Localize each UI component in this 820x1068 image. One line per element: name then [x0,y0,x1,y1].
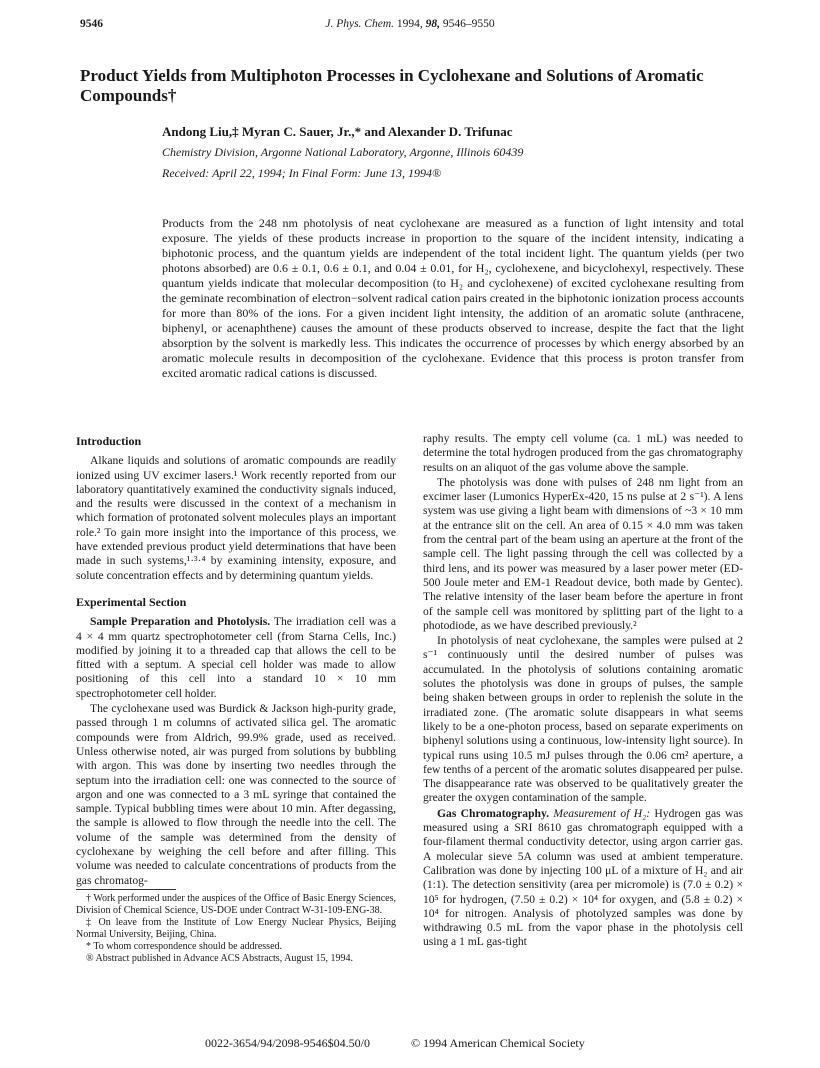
intro-paragraph: Alkane liquids and solutions of aromatic compounds are readily ionized using UV excimer lasers.¹ Work recently reported from our laboratory quantitatively examined the conductivity signals induced, and the results were discussed in the context of a mechanism in which formation of protonated solvent molecules plays an important role.² To gain more insight into the importance of this process, we have extended previous product yield determinations that have been made in such systems,¹·³·⁴ by examining intensity, exposure, and solute concentration effects and by determining quantum yields. [76,454,396,582]
sample-prep-paragraph [76,615,396,701]
abstract: Products from the 248 nm photolysis of neat cyclohexane are measured as a function of light intensity and total exposure. The yields of these products increase in proportion to the square of the incident intensity, indicating a biphotonic process, and the quantum yields are independent of the total incident light. The quantum yields (per two photons absorbed) are 0.6 ± 0.1, 0.6 ± 0.1, and 0.04 ± 0.01, for H₂, cyclohexene, and bicyclohexyl, respectively. These quantum yields indicate that molecular decomposition (to H₂ and cyclohexene) of excited cyclohexane resulting from the geminate recombination of electron−solvent radical cation pairs created in the biphotonic ionization process accounts for more than 80% of the ions. For a given incident light intensity, the addition of an aromatic solute (anthracene, biphenyl, or acenaphthene) causes the amount of these products observed to increase, despite the fact that the light absorption by the solvent is markedly less. This indicates the occurrence of processes by which energy absorbed by an aromatic molecule results in decomposition of the cyclohexane. Evidence that this process is proton transfer from excited aromatic radical cations is discussed. [162,216,744,380]
sample-prep-runin: Sample Preparation and Photolysis. [90,615,271,629]
experimental-heading: Experimental Section [76,594,187,609]
footnote-4: ® Abstract published in Advance ACS Abstracts, August 15, 1994. [86,953,354,964]
copyright: © 1994 American Chemical Society [411,1036,585,1050]
gas-chromatography-paragraph [423,807,743,950]
journal-year: 1994, [396,18,423,30]
journal-name: J. Phys. Chem. [325,18,395,30]
received-dates: Received: April 22, 1994; In Final Form: June 13, 1994® [162,166,442,180]
footnote-divider [76,889,176,890]
gas-chromatography-text: Hydrogen gas was measured using a SRI 8610 gas chromatograph equipped with a four-filament thermal conductivity detector, using argon carrier gas. A molecular sieve 5A column was used at ambient temperature. Calibration was done by injecting 100 μL of a mixture of H₂ and air (1:1). The detection sensitivity (area per micromole) is (7.0 ± 0.2) × 10⁵ for hydrogen, (7.50 ± 0.2) × 10⁴ for oxygen, and (5.8 ± 0.2) × 10⁴ for nitrogen. Analysis of photolyzed samples was done by withdrawing 0.5 mL from the vapor phase in the photolysis cell using a 1 mL gas-tight [423,806,743,949]
footnote-3: * To whom correspondence should be addressed. [86,941,283,952]
sample-prep-text: The irradiation cell was a 4 × 4 mm quartz spectrophotometer cell (from Starna Cells, Inc.) modified by joining it to a threaded cap that allows the cell to be fitted with a septum. A special cell holder was made to allow positioning of this cell into a standard 10 × 10 mm spectrophotometer cell holder. [76,615,396,700]
footnote-2: ‡ On leave from the Institute of Low Energy Nuclear Physics, Beijing Normal University, Beijing, China. [76,917,396,940]
introduction-heading: Introduction [76,434,142,448]
right-column [423,432,743,951]
left-column [76,434,396,889]
gas-chromatography-runin: Gas Chromatography. [437,806,550,820]
cyclohexane-paragraph: The cyclohexane used was Burdick & Jackson high-purity grade, passed through 1 m columns of activated silica gel. The aromatic compounds were from Aldrich, 99.9% grade, used as received. Unless otherwise noted, air was purged from solutions by bubbling with argon. This was done by inserting two needles through the septum into the irradiation cell: one was connected to the source of argon and one was connected to a 3 mL syringe that contained the sample. Typical bubbling times were about 10 min. After degassing, the sample is allowed to flow through the needle into the cell. The volume of the sample was determined from the density of cyclohexane by weighing the cell before and after filling. This volume was needed to calculate concentrations of products from the gas chromatog- [76,702,396,887]
affiliation: Chemistry Division, Argonne National Laboratory, Argonne, Illinois 60439 [162,145,524,159]
journal-reference [80,18,740,30]
footnote-1: † Work performed under the auspices of the Office of Basic Energy Sciences, Division of Chemical Science, US-DOE under Contract W-31-109-ENG-38. [76,893,396,916]
continued-paragraph: raphy results. The empty cell volume (ca. 1 mL) was needed to determine the total hydrogen produced from the gas chromatography results on an aliquot of the gas volume above the sample. [423,432,743,474]
article-code: 0022-3654/94/2098-9546$04.50/0 [205,1036,370,1050]
journal-pages: 9546–9550 [442,18,495,30]
running-head [80,18,740,34]
journal-volume: 98, [425,18,441,30]
neat-cyclohexane-paragraph: In photolysis of neat cyclohexane, the samples were pulsed at 2 s⁻¹ continuously until the desired number of pulses was accumulated. In the photolysis of solutions containing aromatic solutes the photolysis was done in groups of pulses, the sample being shaken between groups in order to replenish the solute in the irradiated zone. (The aromatic solute disappears in what seems likely to be a one-photon process, based on separate experiments on biphenyl solutions using a continuous, low-intensity light source). In typical runs using 10.5 mJ pulses through the 0.06 cm² aperture, a few tenths of a percent of the aromatic solutes disappeared per pulse. The disappearance rate was observed to be qualitatively greater the greater the oxygen contamination of the sample. [423,634,743,805]
photolysis-paragraph: The photolysis was done with pulses of 248 nm light from an excimer laser (Lumonics HyperEx-420, 15 ns pulse at 2 s⁻¹). A lens system was use giving a light beam with dimensions of ~3 × 10 mm at the entrance slit on the cell. An area of 0.15 × 4.0 mm was taken from the central part of the beam using an aperture at the front of the sample cell. The light passing through the cell was collected by a third lens, and its power was measured by a laser power meter (ED-500 Joule meter and EM-1 Readout device, both made by Gentec). The relative intensity of the laser beam before the aperture in front of the sample cell was monitored by splitting part of the light to a photodiode, as we have described previously.² [423,475,743,632]
author-list: Andong Liu,‡ Myran C. Sauer, Jr.,* and Alexander D. Trifunac [162,124,513,139]
measurement-h2-runin: Measurement of H₂: [553,806,651,820]
footnotes [76,889,396,965]
page-footer [205,1036,623,1051]
page-number: 9546 [80,18,103,30]
article-title: Product Yields from Multiphoton Processes in Cyclohexane and Solutions of Aromatic Compounds† [80,66,704,105]
